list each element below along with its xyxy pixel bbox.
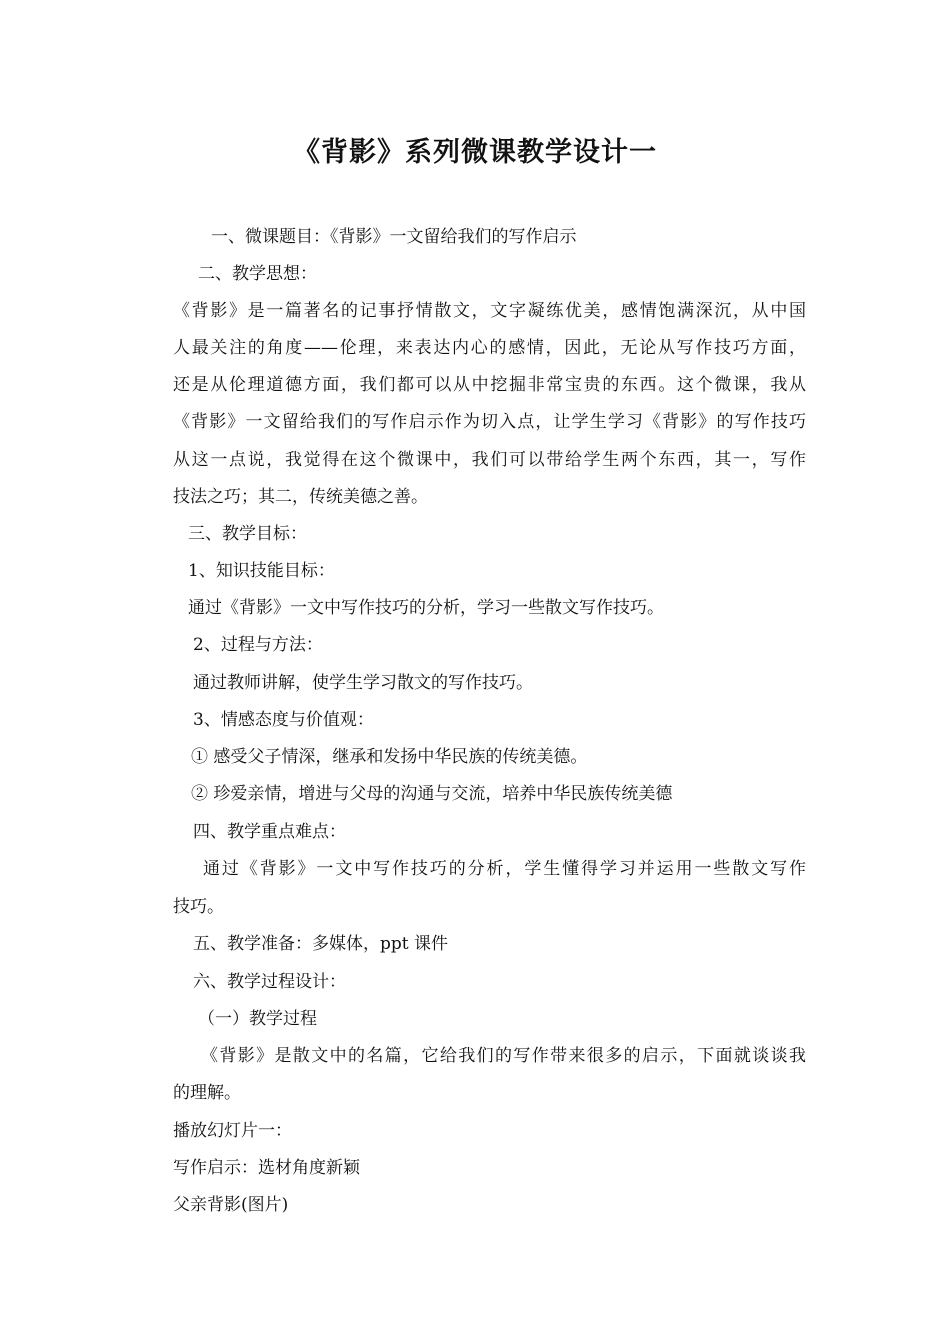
text-line: 《背影》是散文中的名篇，它给我们的写作带来很多的启示，下面就谈谈我 [201,1046,806,1066]
text-line: 播放幻灯片一： [173,1121,292,1141]
text-line: 通过教师讲解，使学生学习散文的写作技巧。 [193,673,533,693]
document-title: 《背影》系列微课教学设计一 [293,137,657,168]
text-line: 人最关注的角度——伦理，来表达内心的感情，因此，无论从写作技巧方面， [173,338,806,358]
text-line: 写作启示：选材角度新颖 [173,1158,360,1178]
text-line: 3、情感态度与价值观： [193,710,374,730]
text-line: 二、教学思想： [198,264,317,284]
text-line: 还是从伦理道德方面，我们都可以从中挖掘非常宝贵的东西。这个微课，我从 [173,375,806,395]
text-line: 《背影》一文留给我们的写作启示作为切入点，让学生学习《背影》的写作技巧 [173,412,806,432]
text-line: 2、过程与方法： [193,635,323,655]
text-line: 技法之巧；其二，传统美德之善。 [173,487,428,507]
text-line: 六、教学过程设计： [193,972,346,992]
text-line: ① 感受父子情深，继承和发扬中华民族的传统美德。 [191,747,588,767]
text-line: 一、微课题目：《背影》一文留给我们的写作启示 [211,227,577,247]
text-line: 1、知识技能目标： [188,561,335,581]
text-line: 技巧。 [173,897,224,917]
text-line: （一）教学过程 [198,1009,317,1029]
text-line: 五、教学准备：多媒体，ppt 课件 [193,934,448,954]
text-line: 父亲背影(图片) [173,1195,289,1215]
text-line: 通过《背影》一文中写作技巧的分析，学习一些散文写作技巧。 [188,598,664,618]
text-line: 三、教学目标： [188,524,307,544]
text-line: 通过《背影》一文中写作技巧的分析，学生懂得学习并运用一些散文写作 [203,859,806,879]
text-line: 《背影》是一篇著名的记事抒情散文，文字凝练优美，感情饱满深沉，从中国 [173,301,806,321]
text-line: ② 珍爱亲情，增进与父母的沟通与交流，培养中华民族传统美德 [191,784,673,804]
text-line: 从这一点说，我觉得在这个微课中，我们可以带给学生两个东西，其一，写作 [173,450,806,470]
text-line: 的理解。 [173,1083,241,1103]
text-line: 四、教学重点难点： [193,822,346,842]
